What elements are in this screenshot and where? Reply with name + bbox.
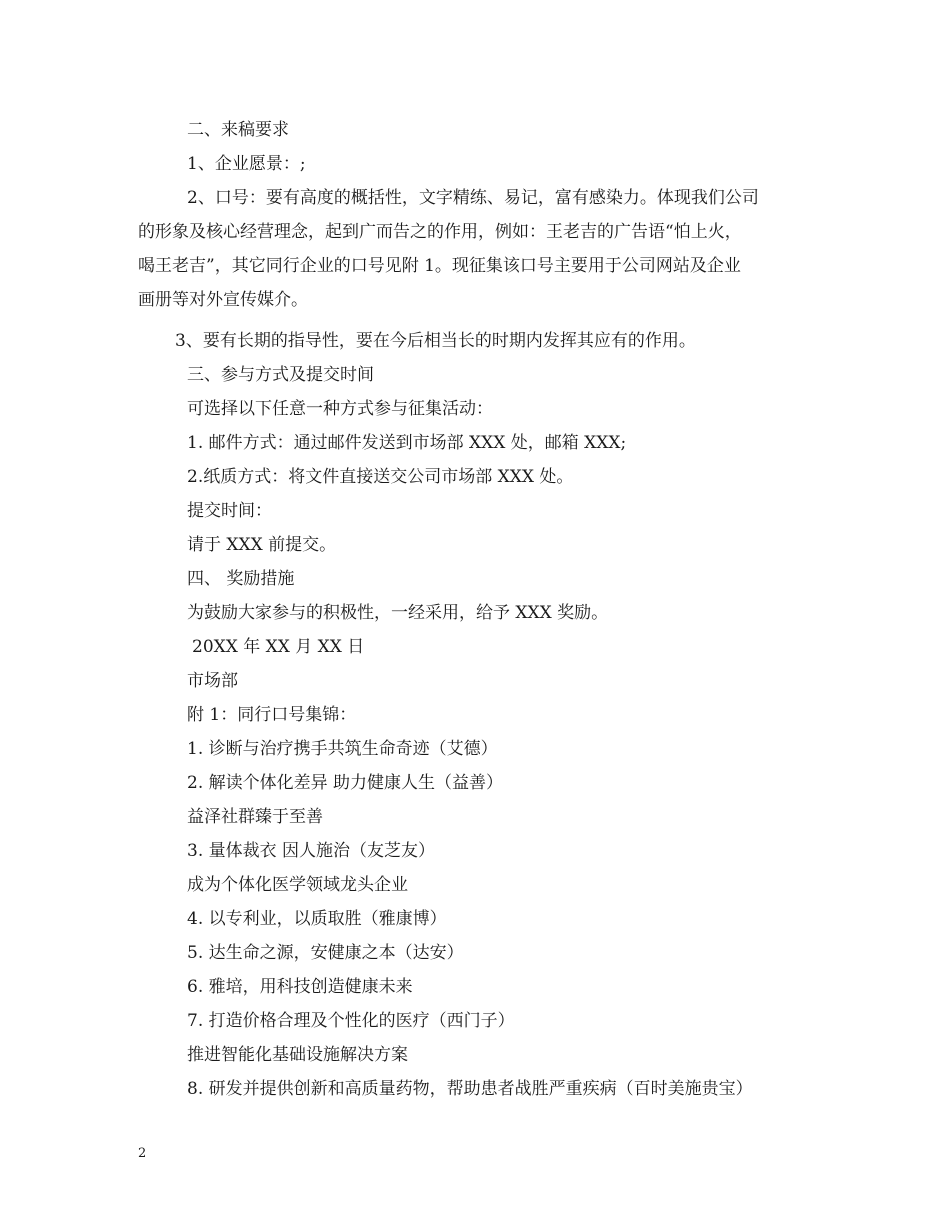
slogan-item: 4. 以专利业，以质取胜（雅康博） [187, 909, 447, 929]
paragraph-line: 提交时间： [187, 501, 272, 521]
paragraph-line: 可选择以下任意一种方式参与征集活动： [187, 399, 493, 419]
signature-department: 市场部 [187, 671, 238, 691]
paragraph-line: 1. 邮件方式：通过邮件发送到市场部 XXX 处，邮箱 XXX; [187, 433, 627, 453]
page-number: 2 [138, 1146, 147, 1161]
slogan-item: 成为个体化医学领域龙头企业 [187, 875, 408, 895]
paragraph-line: 画册等对外宣传媒介。 [138, 290, 308, 310]
section-heading: 三、参与方式及提交时间 [187, 365, 374, 385]
slogan-item: 5. 达生命之源，安健康之本（达安） [187, 943, 464, 963]
paragraph-line: 的形象及核心经营理念，起到广而告之的作用，例如：王老吉的广告语“怕上火， [138, 222, 742, 242]
appendix-heading: 附 1：同行口号集锦： [187, 705, 357, 725]
section-heading: 二、来稿要求 [187, 120, 289, 140]
slogan-item: 3. 量体裁衣 因人施治（友芝友） [187, 841, 436, 861]
slogan-item: 8. 研发并提供创新和高质量药物，帮助患者战胜严重疾病（百时美施贵宝） [187, 1079, 753, 1099]
paragraph-line: 1、企业愿景：; [187, 154, 306, 174]
slogan-item: 2. 解读个体化差异 助力健康人生（益善） [187, 773, 504, 793]
slogan-item: 6. 雅培，用科技创造健康未来 [187, 977, 413, 997]
slogan-item: 1. 诊断与治疗携手共筑生命奇迹（艾德） [187, 739, 498, 759]
slogan-item: 推进智能化基础设施解决方案 [187, 1045, 408, 1065]
date-line: 20XX 年 XX 月 XX 日 [192, 637, 365, 657]
paragraph-line: 为鼓励大家参与的积极性，一经采用，给予 XXX 奖励。 [187, 603, 609, 623]
paragraph-line: 2.纸质方式：将文件直接送交公司市场部 XXX 处。 [187, 467, 574, 487]
paragraph-line: 喝王老吉”，其它同行企业的口号见附 1。现征集该口号主要用于公司网站及企业 [138, 256, 741, 276]
slogan-item: 益泽社群臻于至善 [187, 807, 323, 827]
slogan-item: 7. 打造价格合理及个性化的医疗（西门子） [187, 1011, 515, 1031]
paragraph-line: 3、要有长期的指导性，要在今后相当长的时期内发挥其应有的作用。 [175, 331, 696, 351]
paragraph-line: 请于 XXX 前提交。 [187, 535, 337, 555]
section-heading: 四、 奖励措施 [187, 569, 295, 589]
paragraph-line: 2、口号：要有高度的概括性，文字精练、易记，富有感染力。体现我们公司 [187, 188, 759, 208]
